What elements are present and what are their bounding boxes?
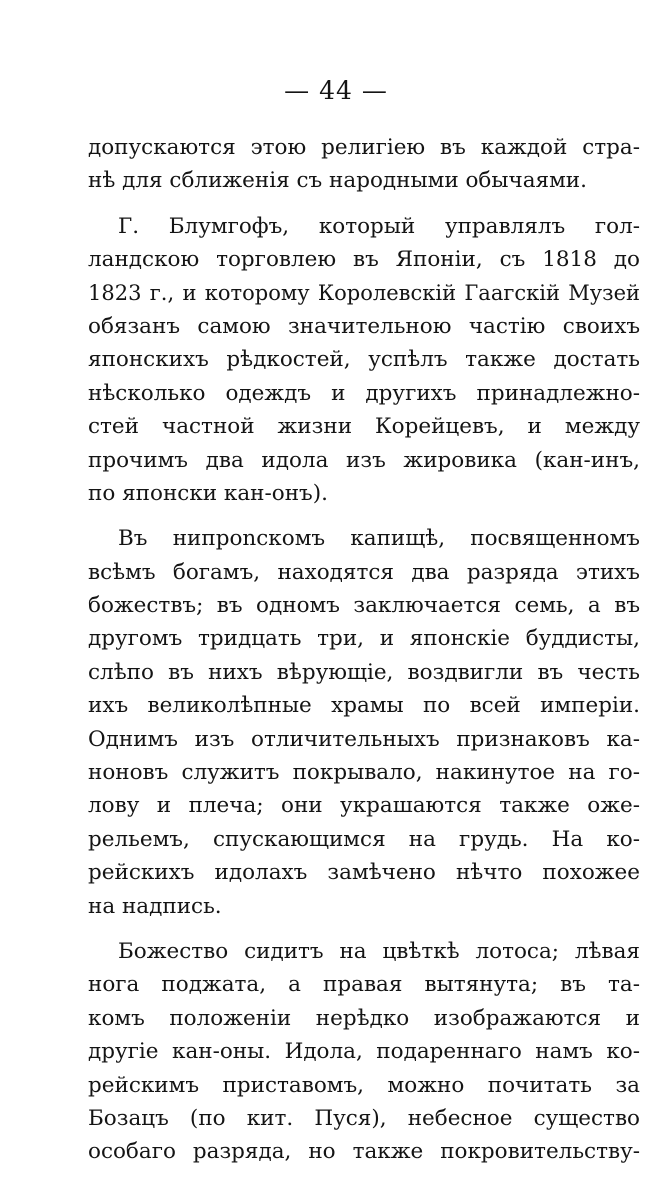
text-line: божествъ; въ одномъ заключается семь, а въ	[88, 593, 640, 619]
text-line: особаго разряда, но также покровительству-	[88, 1139, 640, 1165]
text-line: Г. Блумгофъ, который управлялъ гол-	[118, 213, 640, 239]
paragraph	[88, 522, 640, 923]
text-line: лову и плеча; они украшаются также оже-	[88, 793, 640, 819]
text-line: другіе кан-оны. Идола, подареннаго намъ ко-	[88, 1039, 640, 1065]
text-line: Бозацъ (по кит. Пуся), небесное существо	[88, 1105, 640, 1131]
text-line: 1823 г., и которому Королевскій Гаагскій Музей	[88, 280, 640, 305]
paragraph	[88, 131, 640, 198]
text-line: другомъ тридцать три, и японскіе буддисты,	[88, 626, 640, 652]
text-line: рельемъ, спускающимся на грудь. На ко-	[88, 826, 640, 852]
page-number: — 44 —	[284, 76, 388, 105]
text-line: стей частной жизни Корейцевъ, и между	[88, 414, 640, 440]
text-line: всѣмъ богамъ, находятся два разряда этихъ	[88, 559, 640, 585]
text-line: Въ нипponскомъ капищѣ, посвященномъ	[118, 526, 640, 552]
text-line: японскихъ рѣдкостей, успѣлъ также достать	[88, 347, 640, 373]
text-line: по японски кан-онъ).	[88, 480, 328, 506]
text-line: допускаются этою религіею въ каждой стра-	[88, 135, 640, 160]
text-line: Божество сидитъ на цвѣткѣ лотоса; лѣвая	[118, 938, 640, 964]
text-line: рейскимъ приставомъ, можно почитать за	[88, 1072, 640, 1098]
text-line: рейскихъ идолахъ замѣчено нѣчто похожее	[88, 860, 640, 886]
text-line: нѣсколько одеждъ и другихъ принадлежно-	[88, 380, 640, 406]
paragraph	[88, 935, 640, 1169]
paragraph	[88, 210, 640, 511]
text-line: прочимъ два идола изъ жировика (кан-инъ,	[88, 447, 640, 473]
text-line: нога поджата, а правая вытянута; въ та-	[88, 972, 640, 998]
text-line: нѣ для сближенія съ народными обычаями.	[88, 168, 587, 194]
text-line: на надпись.	[88, 893, 222, 919]
body-text	[88, 131, 640, 1181]
text-line: ландскою торговлею въ Японіи, съ 1818 до	[88, 247, 640, 273]
text-line: обязанъ самою значительною частію своихъ	[88, 313, 640, 339]
text-line: слѣпо въ нихъ вѣрующіе, воздвигли въ честь	[88, 659, 640, 685]
text-line: комъ положеніи нерѣдко изображаются и	[88, 1005, 640, 1031]
text-line: Однимъ изъ отличительныхъ признаковъ ка-	[88, 726, 640, 752]
text-line: ихъ великолѣпные храмы по всей имперіи.	[88, 693, 640, 719]
text-line: ноновъ служитъ покрывало, накинутое на го-	[88, 760, 640, 786]
